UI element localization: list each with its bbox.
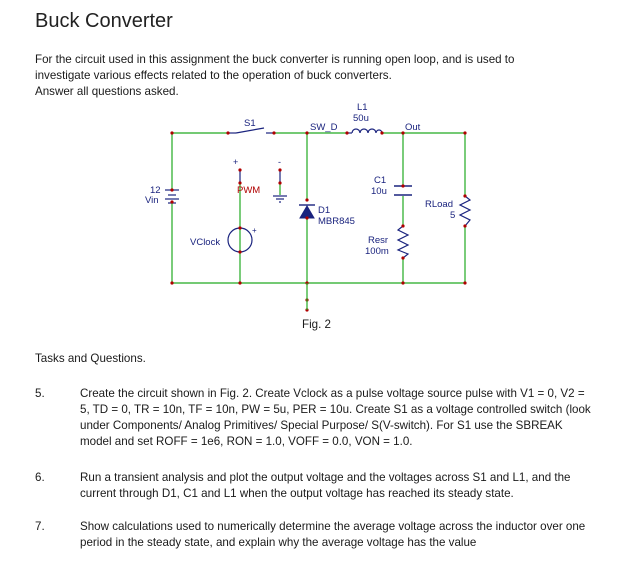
svg-text:-: - xyxy=(278,157,281,167)
label-c1-name: C1 xyxy=(374,175,387,186)
tasks-heading: Tasks and Questions. xyxy=(35,352,146,365)
resistor-resr xyxy=(398,226,408,258)
page-title: Buck Converter xyxy=(35,10,173,32)
source-vclock xyxy=(228,228,252,252)
intro-line: For the circuit used in this assignment the buck converter is running open loop, and is used to xyxy=(35,53,515,66)
label-resr-value: 100m xyxy=(365,246,389,257)
ground-icon xyxy=(273,196,287,202)
svg-text:+: + xyxy=(252,226,257,235)
label-l1-value: 50u xyxy=(353,113,369,124)
switch-s1 xyxy=(228,128,280,183)
pin-dots xyxy=(170,131,466,311)
intro-line: investigate various effects related to the operation of buck converters. xyxy=(35,69,392,82)
label-vclock: VClock xyxy=(190,237,221,248)
diode-d1 xyxy=(299,205,315,218)
label-vin-name: Vin xyxy=(145,195,159,206)
label-resr-name: Resr xyxy=(368,235,389,246)
label-sw-d: SW_D xyxy=(310,122,338,133)
question-number: 6. xyxy=(35,471,45,484)
intro-paragraph xyxy=(35,52,595,100)
question-text: Create the circuit shown in Fig. 2. Create Vclock as a pulse voltage source pulse with V1 = 0, V2 = 5, TD = 0, TR = 10n, TF = 10n, PW = 5u, PER = 10u. Create S1 as a voltage controlled switch (look under Components/ Analog Primitives/ Special Purpose/ S(V-switch). For S1 use the SBREAK model and set ROFF = 1e6, RON = 1.0, VOFF = 0.0, VON = 1.0. xyxy=(80,387,591,448)
label-pwm: PWM xyxy=(237,185,261,196)
battery-vin xyxy=(165,190,179,203)
label-vin-value: 12 xyxy=(150,185,161,196)
label-out: Out xyxy=(405,122,421,133)
wires xyxy=(172,133,465,283)
question-text: Run a transient analysis and plot the output voltage and the voltages across S1 and L1, and the current through D1, C1 and L1 when the output voltage has reached its steady state. xyxy=(80,471,571,500)
label-rload-value: 5 xyxy=(450,210,456,221)
figure-caption: Fig. 2 xyxy=(302,318,331,331)
label-d1-name: D1 xyxy=(318,205,331,216)
question-text: Show calculations used to numerically determine the average voltage across the inductor over one period in the steady state, and explain why the average voltage has the value xyxy=(80,520,586,549)
svg-text:+: + xyxy=(233,157,239,167)
question-number: 7. xyxy=(35,520,45,533)
label-c1-value: 10u xyxy=(371,186,387,197)
label-l1-name: L1 xyxy=(357,102,368,113)
label-d1-value: MBR845 xyxy=(318,216,355,227)
intro-line: Answer all questions asked. xyxy=(35,85,179,98)
resistor-rload xyxy=(460,196,470,226)
label-s1: S1 xyxy=(244,118,256,129)
label-rload-name: RLoad xyxy=(425,199,453,210)
capacitor-c1 xyxy=(394,186,412,195)
inductor-l1 xyxy=(347,129,382,133)
question-number: 5. xyxy=(35,387,45,400)
